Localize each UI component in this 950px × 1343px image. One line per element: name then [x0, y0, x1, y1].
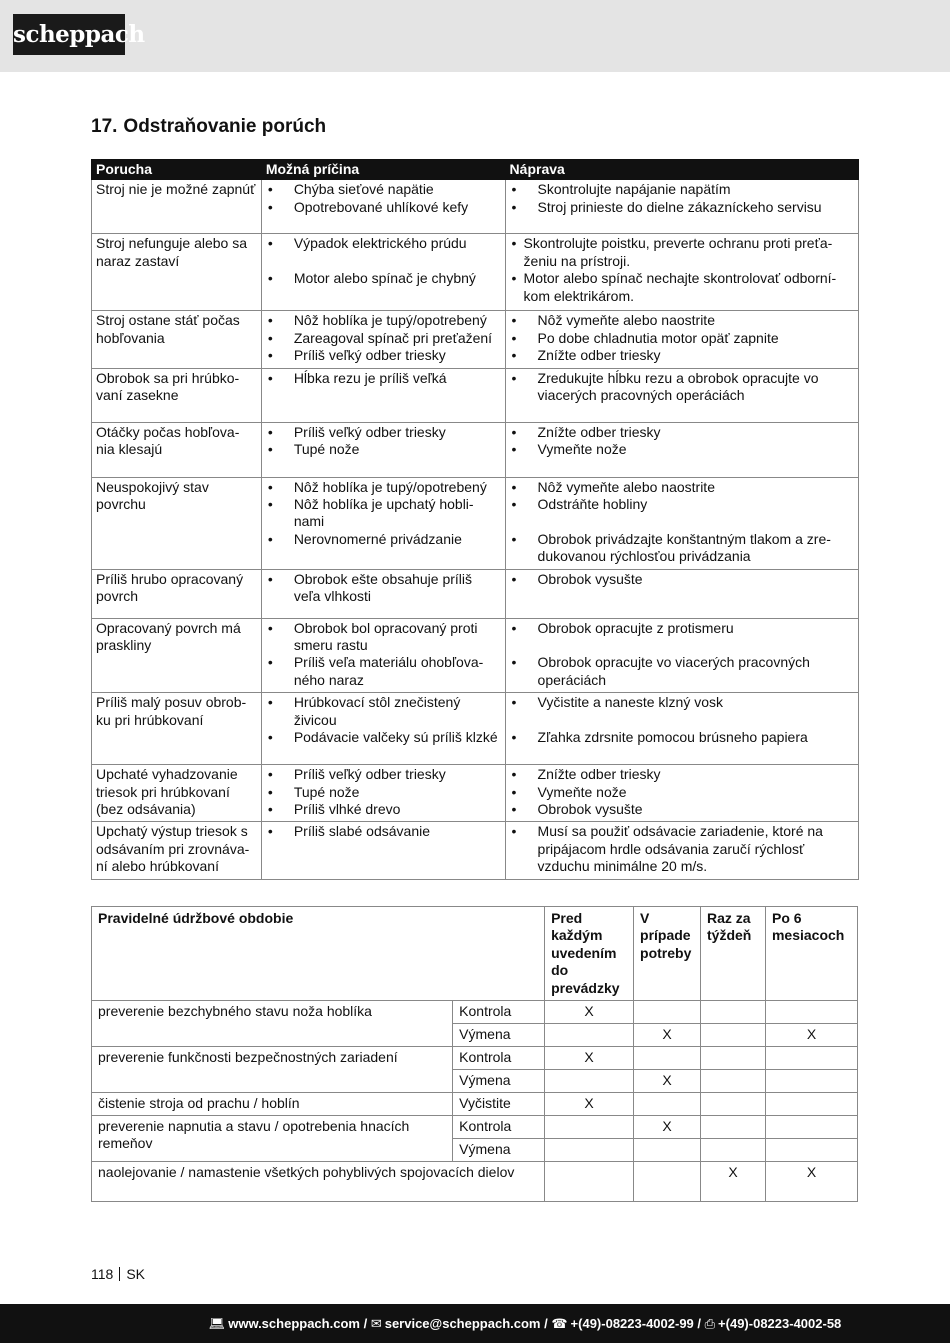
mark-cell: [634, 1001, 701, 1024]
remedy-cell: [505, 618, 858, 693]
mark-cell: [701, 1070, 766, 1093]
list-item: • Príliš veľký odber triesky: [266, 766, 501, 783]
table-row: [92, 618, 859, 693]
table-row: [92, 1162, 858, 1202]
remedy-cell: [505, 693, 858, 765]
cause-cell: [261, 180, 505, 234]
action-cell: Kontrola: [453, 1116, 545, 1139]
mark-cell: [701, 1139, 766, 1162]
footer-email-link[interactable]: service@scheppach.com: [384, 1316, 541, 1331]
list-item: • Chýba sieťové napätie: [266, 181, 501, 198]
table-row: [92, 1001, 858, 1024]
task-cell: preverenie bezchybného stavu noža hoblíka: [92, 1001, 453, 1047]
fax-icon: ⎙: [704, 1316, 716, 1331]
fault-cell: Príliš hrubo opracovaný povrch: [92, 569, 262, 618]
maintenance-header-row: [92, 907, 858, 1001]
list-item: • Obrobok opracujte vo viacerých pracovných operáciách: [510, 654, 854, 689]
remedy-cell: [505, 180, 858, 234]
footer-web-link[interactable]: www.scheppach.com: [228, 1316, 360, 1331]
fault-cell: Upchatý výstup triesok s odsávaním pri zrovnáva-ní alebo hrúbkovaní: [92, 822, 262, 879]
footer-fax: +(49)-08223-4002-58: [718, 1316, 842, 1331]
computer-icon: 💻︎: [208, 1316, 226, 1331]
page-number-divider: [119, 1267, 120, 1281]
task-cell: čistenie stroja od prachu / hoblín: [92, 1093, 453, 1116]
header-bar: [0, 0, 950, 72]
header-fault: Porucha: [92, 160, 262, 180]
scheppach-logo: scheppach: [13, 14, 125, 55]
section-number: 17.: [91, 116, 118, 137]
list-item: • Motor alebo spínač nechajte skontrolovať odborní-kom elektrikárom.: [510, 270, 854, 305]
fault-cell: Neuspokojivý stav povrchu: [92, 477, 262, 569]
table-row: [92, 311, 859, 368]
list-item: • Zareagoval spínač pri preťažení: [266, 330, 501, 347]
list-item: • Nôž hoblíka je tupý/opotrebený: [266, 312, 501, 329]
list-item: • Zľahka zdrsnite pomocou brúsneho papiera: [510, 729, 854, 746]
list-item: • Príliš veľký odber triesky: [266, 424, 501, 441]
mark-cell: X: [545, 1047, 634, 1070]
mark-cell: [545, 1116, 634, 1139]
mark-cell: [701, 1024, 766, 1047]
header-remedy: Náprava: [505, 160, 858, 180]
mark-cell: [701, 1116, 766, 1139]
mark-cell: [634, 1162, 701, 1202]
fault-cell: Obrobok sa pri hrúbko-vaní zasekne: [92, 368, 262, 422]
mark-cell: [545, 1162, 634, 1202]
mark-cell: [634, 1093, 701, 1116]
list-item: • Obrobok opracujte z protismeru: [510, 620, 854, 637]
header-cause: Možná príčina: [261, 160, 505, 180]
troubleshooting-table: [91, 159, 859, 880]
page-language: SK: [126, 1266, 146, 1282]
fault-cell: Stroj nefunguje alebo sa naraz zastaví: [92, 234, 262, 311]
remedy-cell: [505, 422, 858, 477]
table-row: [92, 569, 859, 618]
mark-cell: [701, 1001, 766, 1024]
mark-cell: X: [634, 1116, 701, 1139]
mark-cell: [765, 1139, 857, 1162]
mark-cell: X: [634, 1024, 701, 1047]
troubleshooting-header-row: [92, 160, 859, 180]
mark-cell: [545, 1070, 634, 1093]
mark-cell: [634, 1047, 701, 1070]
table-row: [92, 180, 859, 234]
cause-cell: [261, 765, 505, 822]
list-item: • Nôž vymeňte alebo naostrite: [510, 479, 854, 496]
header-as-needed: V prípade potreby: [634, 907, 701, 1001]
mark-cell: [545, 1139, 634, 1162]
list-item: • Nôž hoblíka je upchatý hobli-nami: [266, 496, 501, 531]
remedy-cell: [505, 368, 858, 422]
remedy-cell: [505, 765, 858, 822]
mark-cell: [765, 1093, 857, 1116]
action-cell: Výmena: [453, 1024, 545, 1047]
list-item: • Opotrebované uhlíkové kefy: [266, 199, 501, 216]
fault-cell: Opracovaný povrch má praskliny: [92, 618, 262, 693]
table-row: [92, 822, 859, 879]
cause-cell: [261, 693, 505, 765]
cause-cell: [261, 368, 505, 422]
page-number-value: 118: [91, 1266, 114, 1282]
mark-cell: [765, 1116, 857, 1139]
list-item: • Výpadok elektrického prúdu: [266, 235, 501, 252]
mark-cell: X: [701, 1162, 766, 1202]
mark-cell: [545, 1024, 634, 1047]
task-cell: preverenie napnutia a stavu / opotrebenia hnacích remeňov: [92, 1116, 453, 1162]
action-cell: Kontrola: [453, 1047, 545, 1070]
list-item: • Príliš veľa materiálu ohobľova-ného naraz: [266, 654, 501, 689]
remedy-cell: [505, 234, 858, 311]
list-item: • Skontrolujte poistku, preverte ochranu proti preťa-ženiu na prístroji.: [510, 235, 854, 270]
footer-bar: 💻︎ www.scheppach.com / ✉︎ service@scheppach.com / ☎︎ +(49)-08223-4002-99 / ⎙ +(49)-08223-4002-58: [0, 1304, 950, 1343]
list-item: • Hrúbkovací stôl znečistený živicou: [266, 694, 501, 729]
cause-cell: [261, 569, 505, 618]
table-row: [92, 693, 859, 765]
cause-cell: [261, 822, 505, 879]
mark-cell: [765, 1001, 857, 1024]
list-item: • Odstráňte hobliny: [510, 496, 854, 513]
list-item: • Príliš slabé odsávanie: [266, 823, 501, 840]
fault-cell: Stroj ostane stáť počas hobľovania: [92, 311, 262, 368]
table-row: [92, 765, 859, 822]
cause-cell: [261, 422, 505, 477]
list-item: • Podávacie valčeky sú príliš klzké: [266, 729, 501, 746]
mark-cell: X: [545, 1001, 634, 1024]
cause-cell: [261, 618, 505, 693]
list-item: • Obrobok vysušte: [510, 571, 854, 588]
mark-cell: [701, 1093, 766, 1116]
action-cell: Kontrola: [453, 1001, 545, 1024]
cause-cell: [261, 234, 505, 311]
table-row: [92, 1047, 858, 1070]
list-item: • Obrobok vysušte: [510, 801, 854, 818]
list-item: • Obrobok privádzajte konštantným tlakom a zre-dukovanou rýchlosťou privádzania: [510, 531, 854, 566]
list-item: • Po dobe chladnutia motor opäť zapnite: [510, 330, 854, 347]
remedy-cell: [505, 311, 858, 368]
action-cell: Výmena: [453, 1070, 545, 1093]
mark-cell: [634, 1139, 701, 1162]
list-item: • Nôž hoblíka je tupý/opotrebený: [266, 479, 501, 496]
list-item: • Nerovnomerné privádzanie: [266, 531, 501, 548]
remedy-cell: [505, 822, 858, 879]
remedy-cell: [505, 569, 858, 618]
list-item: • Musí sa použiť odsávacie zariadenie, ktoré na pripájacom hrdle odsávania zaručí rýchlosť vzduchu minimálne 20 m/s.: [510, 823, 854, 875]
table-row: [92, 422, 859, 477]
remedy-cell: [505, 477, 858, 569]
list-item: • Obrobok ešte obsahuje príliš veľa vlhkosti: [266, 571, 501, 606]
section-title: [91, 116, 326, 138]
mark-cell: X: [765, 1024, 857, 1047]
list-item: • Motor alebo spínač je chybný: [266, 270, 501, 287]
mark-cell: X: [545, 1093, 634, 1116]
table-row: [92, 1093, 858, 1116]
list-item: • Znížte odber triesky: [510, 424, 854, 441]
table-row: [92, 1116, 858, 1139]
phone-icon: ☎︎: [551, 1316, 568, 1331]
action-cell: Výmena: [453, 1139, 545, 1162]
list-item: • Znížte odber triesky: [510, 766, 854, 783]
header-weekly: Raz za týždeň: [701, 907, 766, 1001]
list-item: • Vyčistite a naneste klzný vosk: [510, 694, 854, 711]
mark-cell: X: [634, 1070, 701, 1093]
table-row: [92, 477, 859, 569]
header-before-each-use: Pred každým uvedením do prevádzky: [545, 907, 634, 1001]
list-item: • Skontrolujte napájanie napätím: [510, 181, 854, 198]
list-item: • Príliš vlhké drevo: [266, 801, 501, 818]
list-item: • Tupé nože: [266, 441, 501, 458]
list-item: • Stroj prinieste do dielne zákazníckeho servisu: [510, 199, 854, 216]
fault-cell: Upchaté vyhadzovanie triesok pri hrúbkovaní (bez odsávania): [92, 765, 262, 822]
list-item: • Tupé nože: [266, 784, 501, 801]
list-item: • Znížte odber triesky: [510, 347, 854, 364]
task-cell: naolejovanie / namastenie všetkých pohyblivých spojovacích dielov: [92, 1162, 545, 1202]
fault-cell: Otáčky počas hobľova-nia klesajú: [92, 422, 262, 477]
mark-cell: [765, 1047, 857, 1070]
list-item: • Obrobok bol opracovaný proti smeru rastu: [266, 620, 501, 655]
mark-cell: [765, 1070, 857, 1093]
list-item: • Nôž vymeňte alebo naostrite: [510, 312, 854, 329]
list-item: • Príliš veľký odber triesky: [266, 347, 501, 364]
table-row: [92, 368, 859, 422]
mail-icon: ✉︎: [370, 1316, 382, 1331]
mark-cell: X: [765, 1162, 857, 1202]
fault-cell: Stroj nie je možné zapnúť: [92, 180, 262, 234]
header-maintenance-period: Pravidelné údržbové obdobie: [92, 907, 545, 1001]
task-cell: preverenie funkčnosti bezpečnostných zariadení: [92, 1047, 453, 1093]
maintenance-table: [91, 906, 858, 1202]
fault-cell: Príliš malý posuv obrob-ku pri hrúbkovaní: [92, 693, 262, 765]
header-six-months: Po 6 mesiacoch: [765, 907, 857, 1001]
list-item: • Hĺbka rezu je príliš veľká: [266, 370, 501, 387]
list-item: • Vymeňte nože: [510, 441, 854, 458]
footer-phone: +(49)-08223-4002-99: [570, 1316, 694, 1331]
cause-cell: [261, 477, 505, 569]
action-cell: Vyčistite: [453, 1093, 545, 1116]
section-title-text: Odstraňovanie porúch: [123, 116, 327, 137]
list-item: • Vymeňte nože: [510, 784, 854, 801]
cause-cell: [261, 311, 505, 368]
list-item: • Zredukujte hĺbku rezu a obrobok opracujte vo viacerých pracovných operáciách: [510, 370, 854, 405]
mark-cell: [701, 1047, 766, 1070]
table-row: [92, 234, 859, 311]
page-number: [91, 1266, 145, 1282]
